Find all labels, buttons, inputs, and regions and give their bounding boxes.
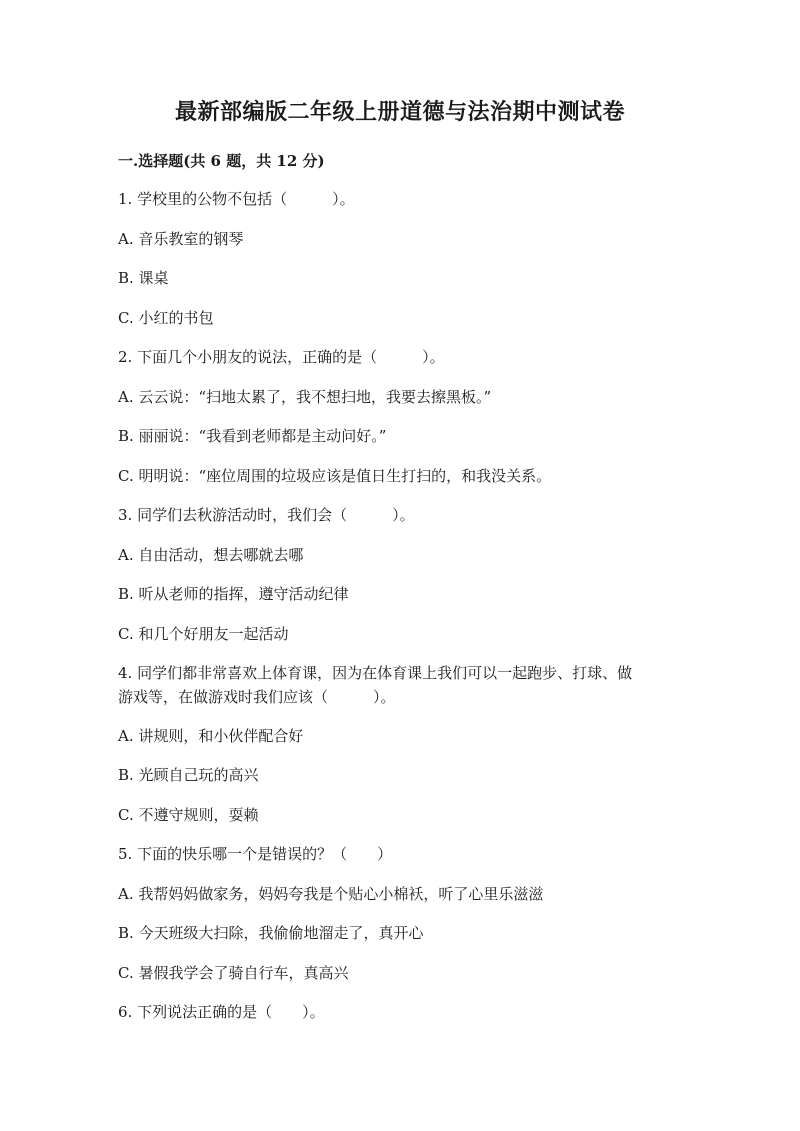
question-3-option-c: C. 和几个好朋友一起活动 <box>118 625 289 643</box>
question-2-option-a: A. 云云说：“扫地太累了，我不想扫地，我要去擦黑板。” <box>118 388 492 406</box>
section-heading: 一.选择题(共 6 题，共 12 分) <box>118 152 325 170</box>
question-3-stem: 3. 同学们去秋游活动时，我们会（ ）。 <box>118 506 415 524</box>
question-5-option-a: A. 我帮妈妈做家务，妈妈夸我是个贴心小棉袄，听了心里乐滋滋 <box>118 885 544 903</box>
question-4-option-c: C. 不遵守规则，耍赖 <box>118 806 259 824</box>
question-5-option-c: C. 暑假我学会了骑自行车，真高兴 <box>118 964 349 982</box>
question-5-stem: 5. 下面的快乐哪一个是错误的？（ ） <box>118 845 393 863</box>
question-2-stem: 2. 下面几个小朋友的说法，正确的是（ ）。 <box>118 348 445 366</box>
question-4-option-b: B. 光顾自己玩的高兴 <box>118 766 259 784</box>
question-5-option-b: B. 今天班级大扫除，我偷偷地溜走了，真开心 <box>118 924 424 942</box>
question-1-option-b: B. 课桌 <box>118 269 169 287</box>
question-1-option-a: A. 音乐教室的钢琴 <box>118 230 244 248</box>
page-title: 最新部编版二年级上册道德与法治期中测试卷 <box>174 99 625 125</box>
question-2-option-c: C. 明明说：“座位周围的垃圾应该是值日生打扫的，和我没关系。 <box>118 467 552 485</box>
question-3-option-a: A. 自由活动，想去哪就去哪 <box>118 546 304 564</box>
question-4-stem-line-2: 游戏等，在做游戏时我们应该（ ）。 <box>118 688 396 706</box>
question-1-stem: 1. 学校里的公物不包括（ ）。 <box>118 190 355 208</box>
question-4-option-a: A. 讲规则，和小伙伴配合好 <box>118 727 304 745</box>
question-1-option-c: C. 小红的书包 <box>118 309 214 327</box>
question-4-stem-line-1: 4. 同学们都非常喜欢上体育课，因为在体育课上我们可以一起跑步、打球、做 <box>118 664 633 682</box>
question-3-option-b: B. 听从老师的指挥，遵守活动纪律 <box>118 585 349 603</box>
question-2-option-b: B. 丽丽说：“我看到老师都是主动问好。” <box>118 427 387 445</box>
question-6-stem: 6. 下列说法正确的是（ ）。 <box>118 1003 325 1021</box>
